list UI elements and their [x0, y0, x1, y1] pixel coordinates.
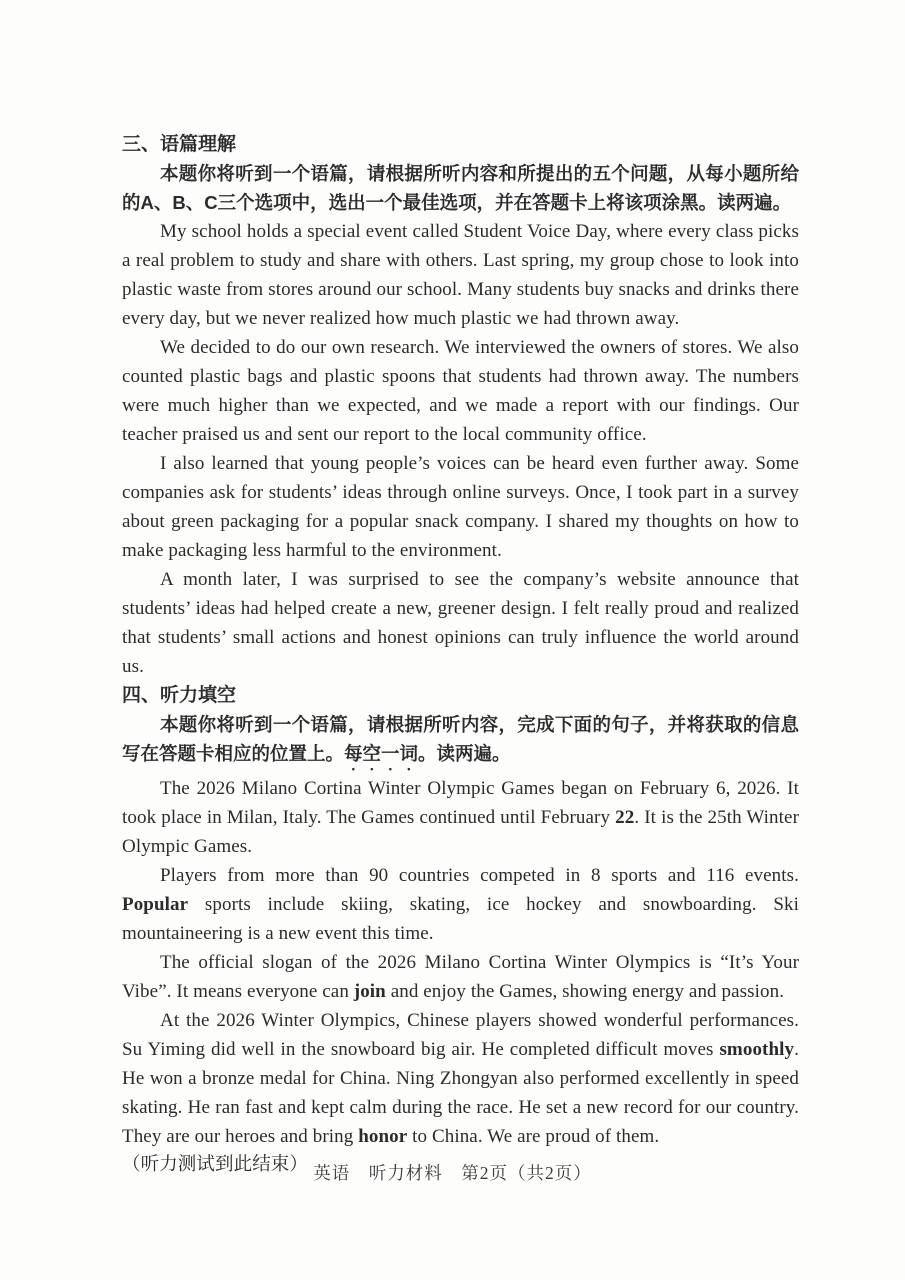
page-footer: 英语 听力材料 第2页（共2页）	[313, 1163, 592, 1183]
paragraph	[122, 333, 799, 449]
text-run: 。读两遍。	[418, 743, 511, 764]
text-run: Players from more than 90 countries competed in 8 sports and 116 events.	[160, 865, 799, 886]
text-run: . It is the 25th Winter Olympic Games.	[122, 807, 799, 857]
text-run: sports include skiing, skating, ice hockey and snowboarding. Ski mountaineering is a new event this time.	[122, 894, 799, 944]
text-run: . He won a bronze medal for China. Ning Zhongyan also performed excellently in speed skating. He ran fast and kept calm during the race. He set a new record for our country. They are our heroes and bring	[122, 1039, 799, 1147]
paragraph	[122, 565, 799, 681]
bold-text: honor	[358, 1126, 408, 1147]
text-run: At the 2026 Winter Olympics, Chinese players showed wonderful performances. Su Yiming did well in the snowboard big air. He completed difficult moves	[122, 1010, 799, 1060]
text-run: and enjoy the Games, showing energy and passion.	[385, 981, 785, 1002]
text-run: I also learned that young people’s voices can be heard even further away. Some companies ask for students’ ideas through online surveys. Once, I took part in a survey about green packaging for a popular snack company. I shared my thoughts on how to make packaging less harmful to the environment.	[122, 453, 799, 561]
text-run: The official slogan of the 2026 Milano Cortina Winter Olympics is “It’s Your Vibe”. It means everyone can	[122, 952, 799, 1002]
text-run: to China. We are proud of them.	[407, 1126, 660, 1147]
section3-heading: 三、语篇理解	[122, 134, 237, 155]
text-run: 本题你将听到一个语篇，请根据所听内容，完成下面的句子，并将获取的信息写在答题卡相应的位置上。	[122, 714, 799, 764]
text-run: My school holds a special event called Student Voice Day, where every class picks a real problem to study and share with others. Last spring, my group chose to look into plastic waste from stores around our school. Many students buy snacks and drinks there every day, but we never realized how much plastic we had thrown away.	[122, 221, 799, 329]
section3-paragraphs	[122, 217, 799, 681]
paragraph	[122, 774, 799, 861]
text-run: The 2026 Milano Cortina Winter Olympic Games began on February 6, 2026. It took place in Milan, Italy. The Games continued until February	[122, 778, 799, 828]
section4-instruction	[122, 710, 799, 774]
listening-end-note: （听力测试到此结束）	[122, 1155, 309, 1175]
bold-text: join	[353, 981, 386, 1002]
text-run: We decided to do our own research. We interviewed the owners of stores. We also counted plastic bags and plastic spoons that students had thrown away. The numbers were much higher than we expected, and we made a report with our findings. Our teacher praised us and sent our report to the local community office.	[122, 337, 799, 445]
section3-instruction: 本题你将听到一个语篇，请根据所听内容和所提出的五个问题，从每小题所给的A、B、C三个选项中，选出一个最佳选项，并在答题卡上将该项涂黑。读两遍。	[122, 163, 799, 213]
paragraph	[122, 1006, 799, 1151]
text-run: A month later, I was surprised to see the company’s website announce that students’ ideas had helped create a new, greener design. I felt really proud and realized that students’ small actions and honest opinions can truly influence the world around us.	[122, 569, 799, 677]
section4-paragraphs	[122, 774, 799, 1151]
paragraph	[122, 948, 799, 1006]
emphasized-text: 每空一词	[344, 743, 419, 764]
bold-text: smoothly	[719, 1039, 795, 1060]
paragraph	[122, 449, 799, 565]
bold-text: 22	[615, 807, 635, 828]
section4-heading: 四、听力填空	[122, 685, 237, 706]
bold-text: Popular	[122, 894, 189, 915]
paragraph	[122, 217, 799, 333]
paragraph	[122, 861, 799, 948]
